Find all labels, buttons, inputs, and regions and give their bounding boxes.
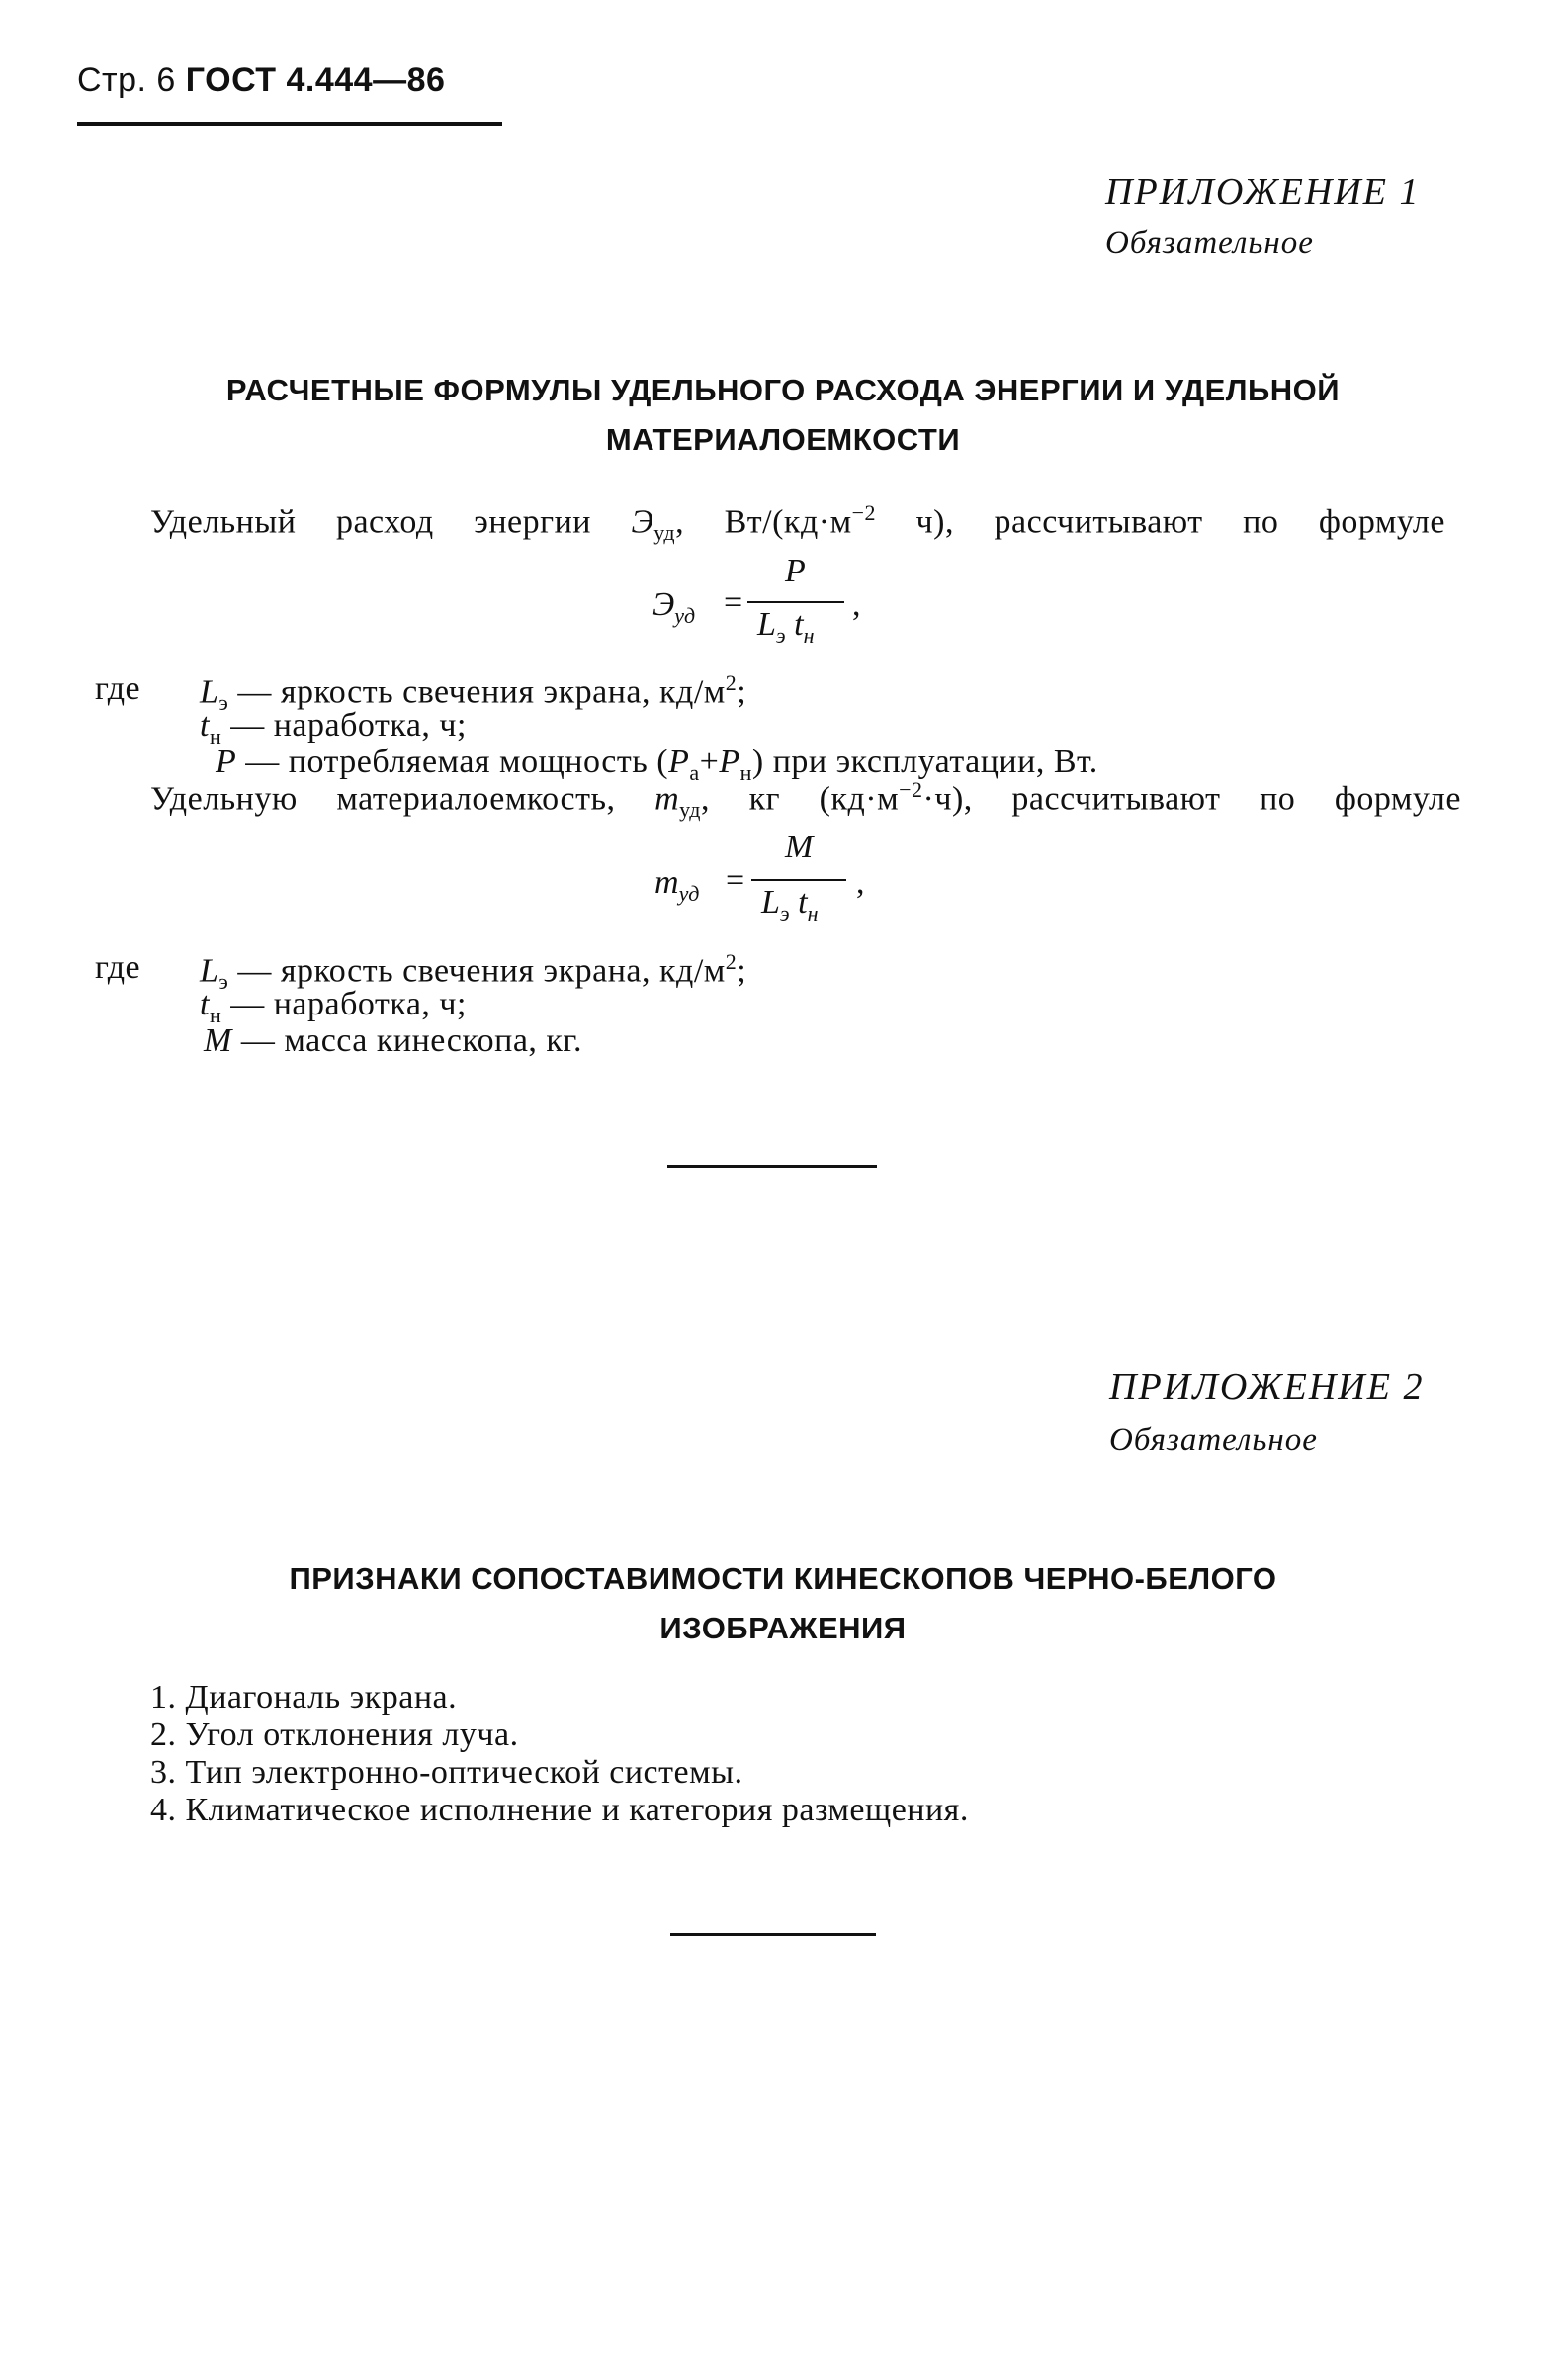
def1-luminance-text: — яркость свечения экрана, кд/м: [237, 673, 726, 711]
energy-formula-lhs-sub: уд: [674, 602, 696, 628]
appendix-1-label: ПРИЛОЖЕНИЕ 1: [1105, 171, 1421, 213]
material-formula-lhs: [654, 864, 699, 907]
material-den-t: t: [798, 884, 808, 921]
def1-luminance-sup: 2: [725, 670, 738, 695]
where-label-2: где: [95, 949, 141, 986]
energy-den-L: L: [757, 606, 776, 643]
energy-intro: [150, 500, 1445, 546]
material-intro-text-c: ·ч), рассчитывают по формуле: [922, 780, 1461, 818]
energy-formula-comma: ,: [852, 586, 861, 623]
def1-power-close: ) при эксплуатации, Вт.: [751, 744, 1098, 780]
def2-runtime-text: — наработка, ч;: [230, 986, 467, 1022]
def1-runtime-text: — наработка, ч;: [230, 707, 467, 744]
energy-formula-lhs: [652, 586, 695, 629]
material-formula-lhs-sub: уд: [678, 880, 700, 906]
header-rule: [77, 122, 502, 126]
appendix-1-status: Обязательное: [1105, 225, 1314, 261]
list-item: 3. Тип электронно-оптической системы.: [150, 1754, 743, 1791]
energy-formula-denominator: [757, 606, 815, 649]
appendix-2-title-line-1: ПРИЗНАКИ СОПОСТАВИМОСТИ КИНЕСКОПОВ ЧЕРНО-БЕЛОГО: [289, 1561, 1277, 1596]
material-intro-text-a: Удельную материалоемкость,: [150, 780, 655, 818]
def1-luminance-sym: L: [200, 673, 219, 711]
appendix-1-title: [0, 366, 1566, 465]
def1-runtime-sym: t: [200, 707, 210, 744]
appendix-2-title: [0, 1554, 1566, 1653]
material-den-t-sub: н: [807, 900, 819, 926]
standard-number: ГОСТ 4.444—86: [185, 61, 446, 99]
def1-power-pn-sub: н: [740, 759, 752, 785]
appendix-1-title-line-2: МАТЕРИАЛОЕМКОСТИ: [605, 422, 961, 457]
energy-intro-sup: −2: [851, 500, 877, 525]
energy-formula-numerator: P: [785, 553, 806, 589]
material-symbol-sub: уд: [679, 797, 701, 823]
appendix-1-title-line-1: РАСЧЕТНЫЕ ФОРМУЛЫ УДЕЛЬНОГО РАСХОДА ЭНЕРГИИ И УДЕЛЬНОЙ: [225, 373, 1341, 407]
def1-power-pn: P: [719, 744, 740, 780]
energy-den-L-sub: э: [775, 622, 786, 648]
comparability-list: [150, 1679, 969, 1829]
def1-power-open: — потребляемая мощность (: [245, 744, 669, 780]
section-separator-2: [670, 1933, 876, 1936]
appendix-2-title-line-2: ИЗОБРАЖЕНИЯ: [659, 1611, 907, 1645]
page-number: Стр. 6: [77, 61, 176, 99]
energy-den-t: t: [794, 606, 804, 643]
material-formula-denominator: [761, 884, 819, 926]
energy-formula-fraction: [747, 549, 846, 658]
material-den-L-sub: э: [779, 900, 790, 926]
def1-power-pa-sub: а: [689, 759, 700, 785]
energy-formula-lhs-symbol: Э: [652, 586, 675, 623]
def1-power-sym: P: [216, 744, 237, 780]
def2-luminance-tail: ;: [737, 952, 747, 990]
list-item: 1. Диагональ экрана.: [150, 1679, 458, 1716]
appendix-2-status: Обязательное: [1109, 1422, 1318, 1457]
material-formula-fraction: [751, 827, 850, 935]
def2-luminance-sub: э: [218, 969, 229, 995]
material-formula-bar: [751, 879, 846, 881]
material-formula-comma: ,: [856, 864, 865, 901]
running-header: [77, 61, 445, 100]
energy-formula-bar: [747, 601, 844, 603]
def1-luminance-sub: э: [218, 690, 229, 716]
material-formula-equals: =: [726, 862, 745, 899]
material-symbol: m: [654, 780, 680, 818]
where-label-1: где: [95, 670, 141, 707]
def2-mass-text: — масса кинескопа, кг.: [240, 1022, 583, 1059]
material-intro: [150, 777, 1461, 823]
def1-runtime-sub: н: [209, 723, 222, 749]
material-formula-numerator: M: [785, 829, 814, 865]
material-formula: [652, 827, 910, 935]
def2-luminance-sym: L: [200, 952, 219, 990]
def2-runtime-sub: н: [209, 1002, 222, 1027]
def2-mass-sym: M: [204, 1022, 232, 1059]
list-item: 2. Угол отклонения луча.: [150, 1717, 519, 1753]
material-intro-text-b: , кг (кд·м: [700, 780, 900, 818]
appendix-2-label: ПРИЛОЖЕНИЕ 2: [1109, 1366, 1425, 1408]
material-formula-lhs-symbol: m: [654, 864, 679, 901]
energy-formula-equals: =: [724, 584, 743, 621]
section-separator-1: [667, 1165, 877, 1168]
energy-intro-text-b: , Вт/(кд·м: [675, 503, 852, 541]
energy-intro-text-a: Удельный расход энергии: [150, 503, 632, 541]
def1-power-pa: P: [668, 744, 690, 780]
def1-luminance-tail: ;: [737, 673, 747, 711]
def2-runtime-sym: t: [200, 986, 210, 1022]
def2-luminance-text: — яркость свечения экрана, кд/м: [237, 952, 726, 990]
energy-intro-text-c: ч), рассчитывают по формуле: [876, 503, 1445, 541]
material-intro-sup: −2: [899, 777, 923, 802]
def2-mass: [204, 1022, 582, 1060]
def1-power-plus: +: [699, 744, 720, 780]
energy-symbol-sub: уд: [653, 520, 676, 546]
material-den-L: L: [761, 884, 780, 921]
energy-formula: [652, 549, 910, 658]
list-item: 4. Климатическое исполнение и категория размещения.: [150, 1792, 969, 1828]
energy-symbol: Э: [631, 503, 654, 541]
energy-den-t-sub: н: [803, 622, 815, 648]
def2-luminance-sup: 2: [725, 949, 738, 974]
